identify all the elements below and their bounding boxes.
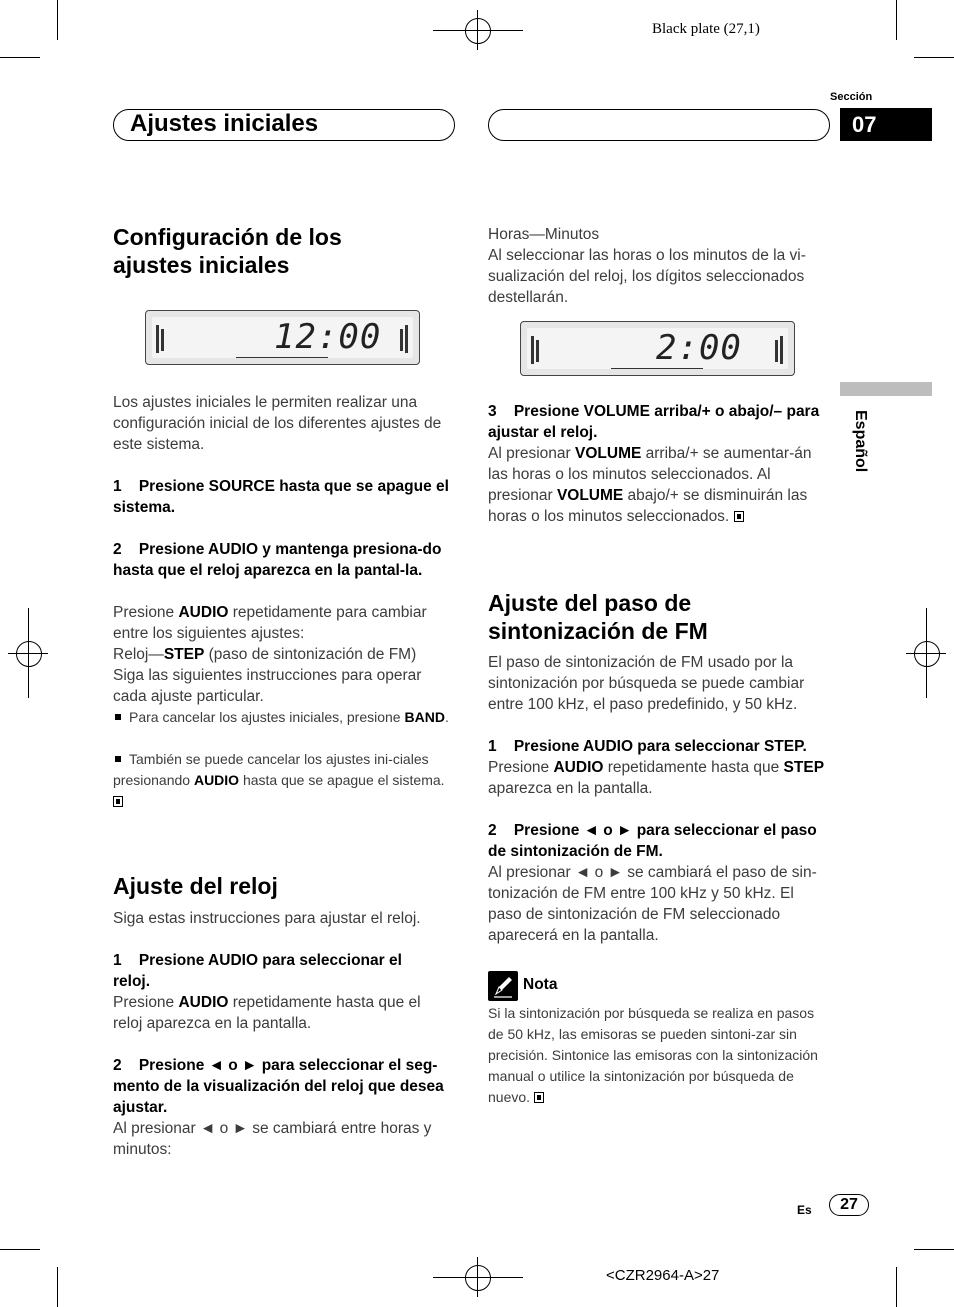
crop-mark [57, 0, 58, 40]
lcd-display-clock [145, 310, 420, 365]
reloj-step-1-text: Presione AUDIO repetidamente hasta que el reloj aparezca en la pantalla. [113, 994, 421, 1032]
fm-step-2: 2 Presione ◄ o ► para seleccionar el paso de sintonización de FM. [488, 822, 822, 860]
crop-mark [914, 57, 954, 58]
config-intro: Los ajustes iniciales le permiten realizar una configuración inicial de los diferentes ajustes de este sistema. [113, 394, 442, 453]
step-2: 2 Presione AUDIO y mantenga presiona-do hasta que el reloj aparezca en la pantal-la. [113, 541, 446, 579]
step-3-text: Al presionar VOLUME arriba/+ se aumentar-án las horas o los minutos seleccionados. Al presionar VOLUME abajo/+ se disminuirán las horas o los minutos seleccionados. [488, 445, 812, 525]
lcd-display-clock-flashing [520, 321, 795, 376]
heading-config: Configuración de los ajustes iniciales [113, 224, 342, 278]
crop-mark [896, 0, 897, 40]
fm-intro: El paso de sintonización de FM usado por la sintonización por búsqueda se puede cambiar entre 100 kHz, el paso predefinido, y 50 kHz. [488, 654, 805, 713]
crop-mark [896, 1267, 897, 1307]
lcd-time-flashing: 2:00 [656, 328, 742, 368]
end-mark-icon [534, 1092, 544, 1103]
section-title-pill [113, 109, 455, 141]
section-title: Ajustes iniciales [130, 110, 319, 137]
fm-step-1-text: Presione AUDIO repetidamente hasta que STEP aparezca en la pantalla. [488, 759, 825, 797]
note-cancel-band: Para cancelar los ajustes iniciales, presione BAND. [113, 707, 453, 728]
crop-mark [0, 1249, 40, 1250]
hours-minutes-text: Al seleccionar las horas o los minutos de la vi-sualización del reloj, los dígitos seleccionados destellarán. [488, 247, 806, 306]
note-text: Si la sintonización por búsqueda se realiza en pasos de 50 kHz, las emisoras se pueden sintoni-zar sin precisión. Sintonice las emisoras con la sintonización manual o utilice la sintonización por búsqueda de nuevo. [488, 1005, 818, 1105]
crop-mark [57, 1267, 58, 1307]
section-label: Sección [830, 91, 873, 103]
section-number: 07 [840, 108, 932, 141]
crop-mark [0, 57, 40, 58]
fm-step-2-text: Al presionar ◄ o ► se cambiará el paso de sin-tonización de FM entre 100 kHz y 50 kHz. El paso de sintonización de FM seleccionado aparecerá en la pantalla. [488, 864, 817, 944]
step-2-text: Presione AUDIO repetidamente para cambiar entre los siguientes ajustes: Reloj—STEP (paso de sintonización de FM) Siga las siguientes instrucciones para operar cada ajuste particular. [113, 604, 427, 705]
note-cancel-audio: También se puede cancelar los ajustes ini-ciales presionando AUDIO hasta que se apague el sistema. [113, 749, 453, 812]
note-pencil-icon [488, 971, 518, 1001]
plate-label: Black plate (27,1) [652, 21, 760, 37]
reloj-intro: Siga estas instrucciones para ajustar el reloj. [113, 910, 421, 927]
end-mark-icon [734, 511, 744, 522]
lcd-time: 12:00 [274, 317, 382, 357]
reloj-step-2: 2 Presione ◄ o ► para seleccionar el seg-mento de la visualización del reloj que desea ajustar. [113, 1057, 449, 1116]
reloj-step-2-text: Al presionar ◄ o ► se cambiará entre horas y minutos: [113, 1120, 432, 1158]
hours-minutes: Horas—Minutos [488, 226, 600, 243]
fm-step-1: 1 Presione AUDIO para seleccionar STEP. [488, 738, 807, 755]
heading-fm: Ajuste del paso de sintonización de FM [488, 590, 708, 644]
heading-reloj: Ajuste del reloj [113, 873, 278, 899]
language-tab [840, 382, 932, 396]
reloj-step-1: 1 Presione AUDIO para seleccionar el reloj. [113, 952, 407, 990]
step-1: 1 Presione SOURCE hasta que se apague el sistema. [113, 478, 454, 516]
page-number: 27 [829, 1194, 869, 1216]
language-label: Español [852, 410, 869, 473]
section-empty-pill [488, 109, 830, 141]
note-title: Nota [523, 976, 558, 993]
language-code: Es [797, 1203, 812, 1217]
step-3: 3 Presione VOLUME arriba/+ o abajo/– para ajustar el reloj. [488, 403, 824, 441]
document-code: <CZR2964-A>27 [606, 1267, 720, 1284]
end-mark-icon [113, 796, 123, 807]
crop-mark [914, 1249, 954, 1250]
